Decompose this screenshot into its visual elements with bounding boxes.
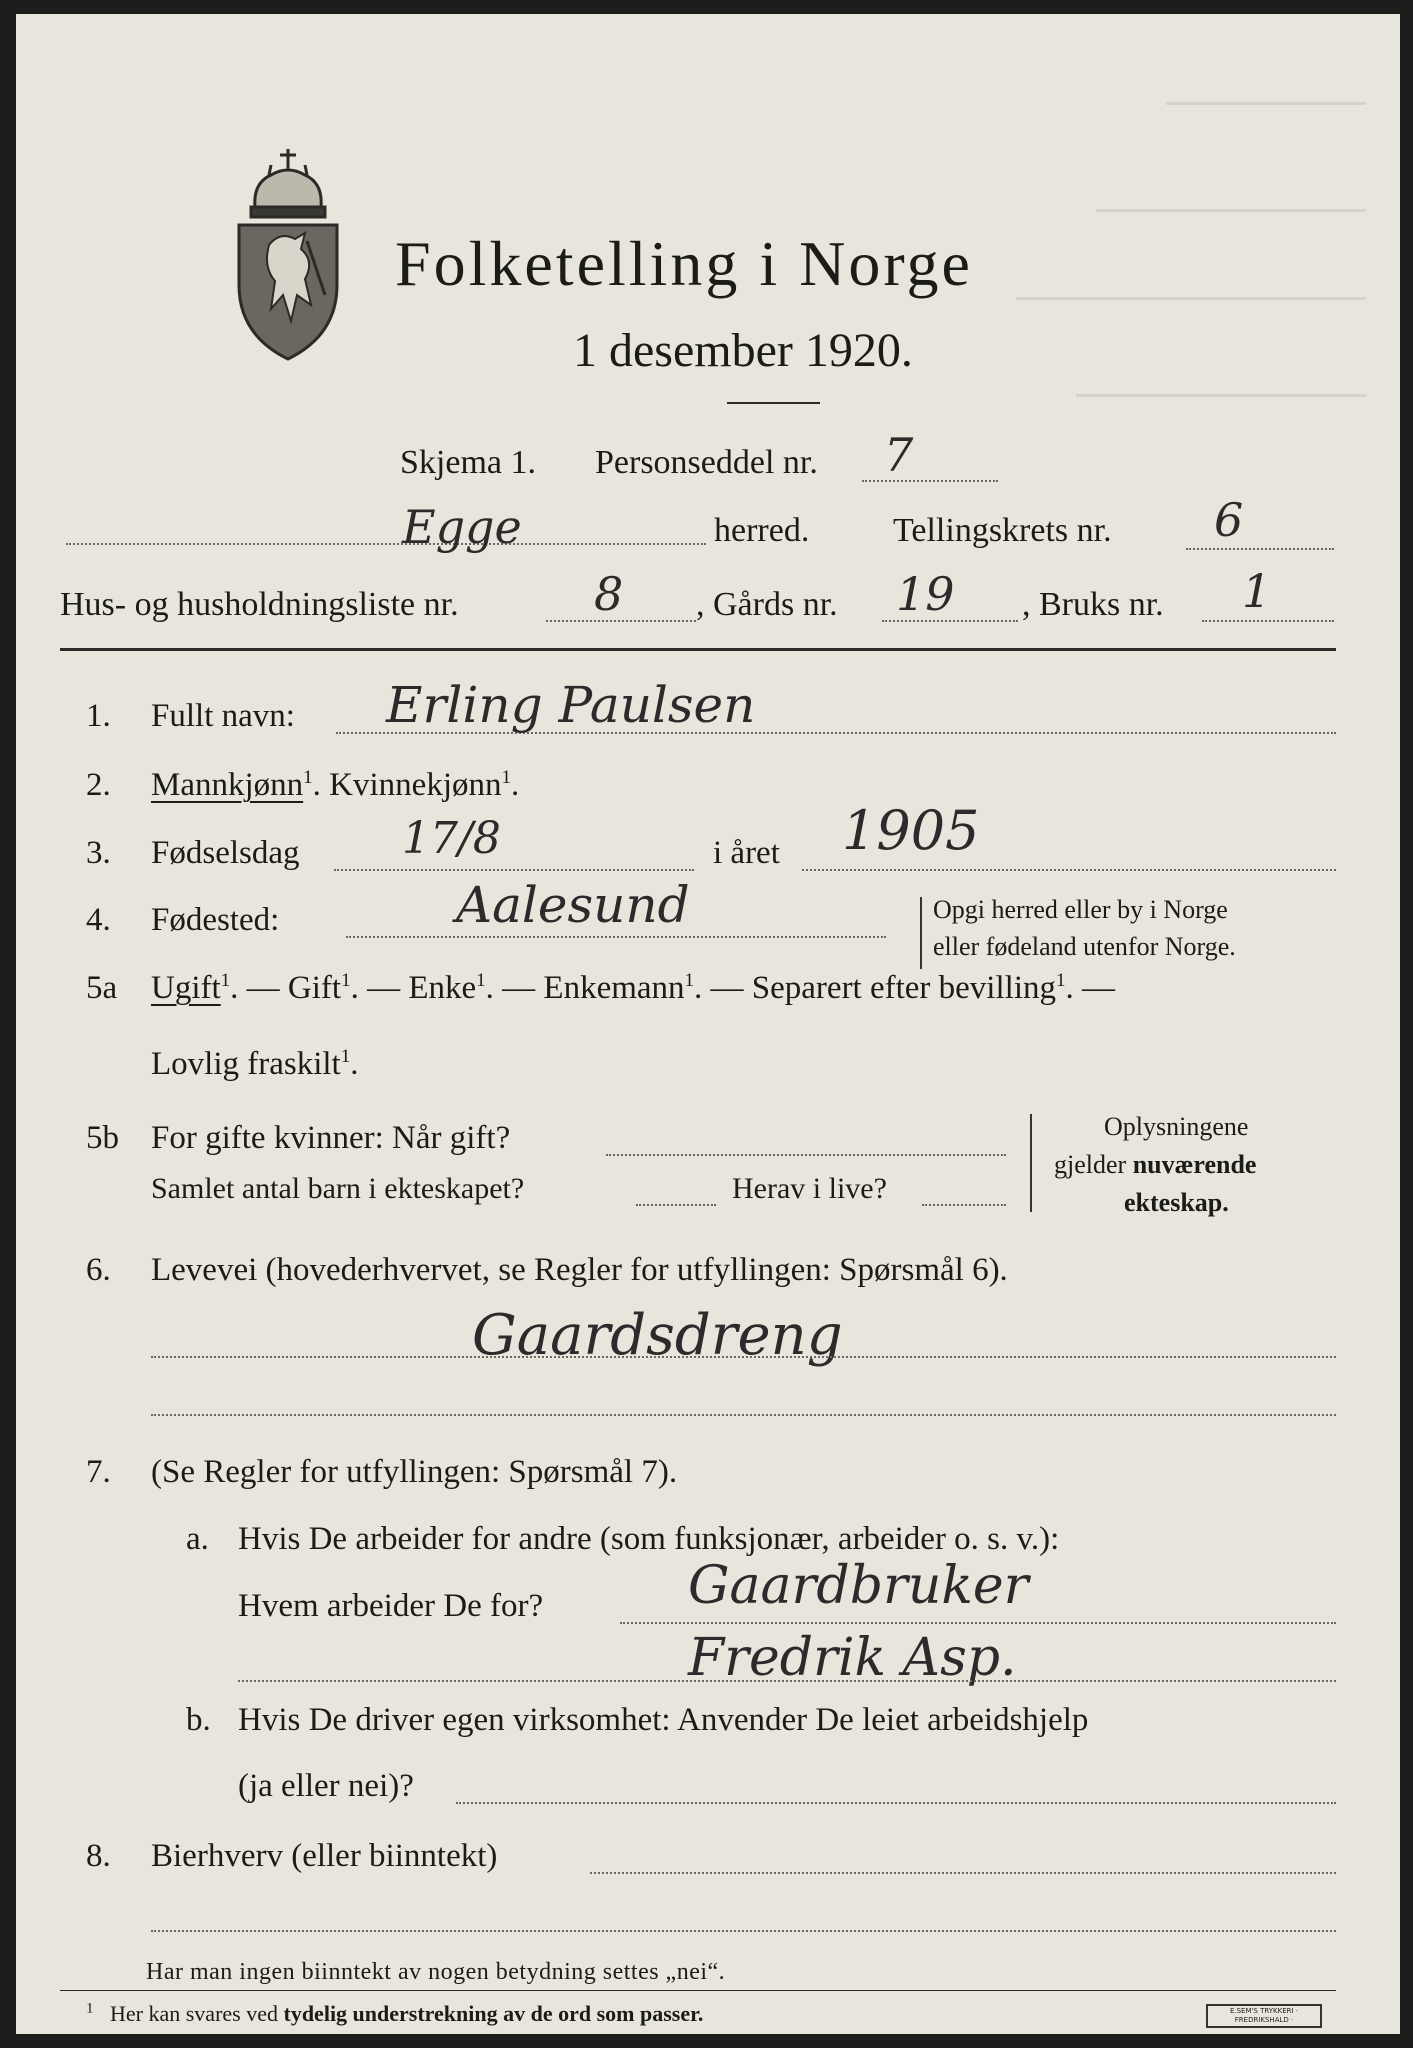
herred-label: herred. xyxy=(714,512,810,549)
birthplace-field-line xyxy=(346,936,886,938)
q5b-label: For gifte kvinner: Når gift? xyxy=(151,1120,511,1156)
q3-number: 3. xyxy=(86,835,111,871)
herred-field-line xyxy=(66,543,706,545)
footer-divider xyxy=(60,1990,1336,1991)
option-separert: Separert efter bevilling xyxy=(751,970,1056,1006)
q5b-note-line3: ekteskap. xyxy=(1124,1188,1229,1217)
printer-stamp-text: E.SEM'S TRYKKERI · FREDRIKSHALD · xyxy=(1229,2007,1299,2024)
dash: — xyxy=(1081,970,1115,1006)
bruks-label: , Bruks nr. xyxy=(1022,586,1164,623)
q7a-employer-line2: Fredrik Asp. xyxy=(688,1628,1017,1688)
q4-note-line2: eller fødeland utenfor Norge. xyxy=(933,932,1236,961)
q2-number: 2. xyxy=(86,767,111,803)
q1-full-name: Erling Paulsen xyxy=(386,676,756,734)
employer-field-line-2 xyxy=(238,1680,1336,1682)
q6-label: Levevei (hovederhvervet, se Regler for utfyllingen: Spørsmål 6). xyxy=(151,1252,1008,1288)
bruks-value: 1 xyxy=(1242,564,1272,618)
dash: — xyxy=(710,970,744,1006)
herred-value: Egge xyxy=(402,500,522,554)
employer-field-line xyxy=(620,1622,1336,1624)
alive-field-line xyxy=(922,1204,1006,1206)
personseddel-label: Personseddel nr. xyxy=(595,444,818,481)
option-gift: Gift xyxy=(287,970,342,1006)
note-word: gjelder xyxy=(1054,1150,1127,1179)
note-brace xyxy=(920,897,922,969)
q5b-children-label: Samlet antal barn i ekteskapet? xyxy=(151,1172,525,1205)
footnote-text-bold: tydelig understrekning av de ord som passer. xyxy=(283,2001,704,2026)
q5a-options: Ugift$^1$. — Gift$^1$. — Enke$^1$. — Enkemann$^1$. — Separert efter bevilling$^1$. — xyxy=(151,970,1115,1006)
coat-of-arms-icon xyxy=(225,145,351,365)
printer-stamp xyxy=(1206,2004,1322,2028)
occupation-field-line xyxy=(151,1356,1336,1358)
q5b-alive-label: Herav i live? xyxy=(732,1172,887,1205)
q7b-question: (ja eller nei)? xyxy=(238,1768,414,1804)
footnote-number: 1 xyxy=(86,2000,94,2017)
bleed-through-mark xyxy=(1096,209,1366,212)
header-divider xyxy=(60,648,1336,651)
side-income-field-line xyxy=(590,1872,1336,1874)
q7a-employer-line1: Gaardbruker xyxy=(688,1556,1029,1616)
birth-year-field-line xyxy=(802,869,1336,871)
q7b-letter: b. xyxy=(186,1702,211,1738)
option-mannkjonn: Mannkjønn xyxy=(151,767,304,803)
hired-help-field-line xyxy=(456,1802,1336,1804)
q3-label: Fødselsdag xyxy=(151,835,300,871)
q7a-text: Hvis De arbeider for andre (som funksjonær, arbeider o. s. v.): xyxy=(238,1521,1060,1557)
option-ugift: Ugift xyxy=(151,970,221,1006)
note-word-bold: nuværende xyxy=(1132,1150,1257,1179)
q4-note-line1: Opgi herred eller by i Norge xyxy=(933,895,1228,924)
footnote-mark: 1 xyxy=(340,1046,351,1067)
birthday-field-line xyxy=(334,869,694,871)
occupation-field-line-2 xyxy=(151,1414,1336,1416)
q3-birthday: 17/8 xyxy=(402,813,501,864)
q5b-note-line2 xyxy=(1054,1152,1256,1178)
footnote-mark: 1 xyxy=(684,970,695,991)
gards-label: , Gårds nr. xyxy=(696,586,838,623)
census-date: 1 desember 1920. xyxy=(573,324,913,377)
q8-number: 8. xyxy=(86,1838,111,1874)
q7b-text: Hvis De driver egen virksomhet: Anvender De leiet arbeidshjelp xyxy=(238,1702,1089,1738)
footnote-mark: 1 xyxy=(476,970,486,991)
q8-label: Bierhverv (eller biinntekt) xyxy=(151,1838,498,1874)
footnote-mark: 1 xyxy=(1055,970,1066,991)
q3-year-label: i året xyxy=(713,835,780,871)
tellingskrets-value: 6 xyxy=(1214,493,1244,547)
bleed-through-mark xyxy=(1166,102,1366,105)
q7a-letter: a. xyxy=(186,1521,209,1557)
dash: — xyxy=(367,970,401,1006)
bruks-field-line xyxy=(1202,620,1334,622)
q6-number: 6. xyxy=(86,1252,111,1288)
q5b-note-line1: Oplysningene xyxy=(1104,1112,1249,1141)
q1-label: Fullt navn: xyxy=(151,698,295,734)
q7a-question: Hvem arbeider De for? xyxy=(238,1588,544,1624)
q7-label: (Se Regler for utfyllingen: Spørsmål 7). xyxy=(151,1454,678,1490)
bleed-through-mark xyxy=(1076,394,1366,397)
option-fraskilt: Lovlig fraskilt xyxy=(151,1046,341,1082)
q3-birth-year: 1905 xyxy=(842,799,980,862)
children-field-line xyxy=(636,1204,716,1206)
q6-occupation: Gaardsdreng xyxy=(472,1303,843,1368)
title-divider xyxy=(727,402,820,404)
gards-value: 19 xyxy=(896,567,955,621)
tellingskrets-field-line xyxy=(1186,548,1334,550)
option-enke: Enke xyxy=(408,970,477,1006)
bleed-through-mark xyxy=(1016,297,1366,300)
personseddel-field-line xyxy=(862,480,998,482)
q5b-number: 5b xyxy=(86,1120,119,1156)
separator: . xyxy=(312,767,321,803)
footnote xyxy=(86,2000,704,2026)
option-kvinnekjonn: Kvinnekjønn xyxy=(329,767,502,803)
q5a-number: 5a xyxy=(86,970,118,1006)
q7-number: 7. xyxy=(86,1454,111,1490)
option-enkemann: Enkemann xyxy=(543,970,685,1006)
q4-label: Fødested: xyxy=(151,902,280,938)
note-brace xyxy=(1030,1114,1032,1212)
page-title: Folketelling i Norge xyxy=(395,228,973,299)
husliste-value: 8 xyxy=(594,567,624,621)
option-fraskilt-line: Lovlig fraskilt$^1$. xyxy=(151,1046,359,1082)
footnote-mark: 1 xyxy=(303,767,313,788)
personseddel-value: 7 xyxy=(884,428,914,482)
schema-label: Skjema 1. xyxy=(400,444,536,481)
q1-number: 1. xyxy=(86,698,111,734)
husliste-label: Hus- og husholdningsliste nr. xyxy=(60,586,459,623)
footnote-mark: 1 xyxy=(501,767,511,788)
q4-number: 4. xyxy=(86,902,111,938)
footnote-text: Her kan svares ved xyxy=(110,2001,278,2026)
separator: . xyxy=(511,767,520,803)
census-form xyxy=(16,14,1400,2034)
tellingskrets-label: Tellingskrets nr. xyxy=(893,512,1112,549)
footer-note: Har man ingen biinntekt av nogen betydning settes „nei“. xyxy=(146,1959,726,1985)
q4-birthplace: Aalesund xyxy=(456,876,690,934)
footnote-mark: 1 xyxy=(341,970,351,991)
dash: — xyxy=(502,970,536,1006)
married-date-field-line xyxy=(606,1154,1006,1156)
dash: — xyxy=(246,970,280,1006)
q2-options xyxy=(151,769,519,802)
side-income-field-line-2 xyxy=(151,1930,1336,1932)
footnote-mark: 1 xyxy=(220,970,231,991)
